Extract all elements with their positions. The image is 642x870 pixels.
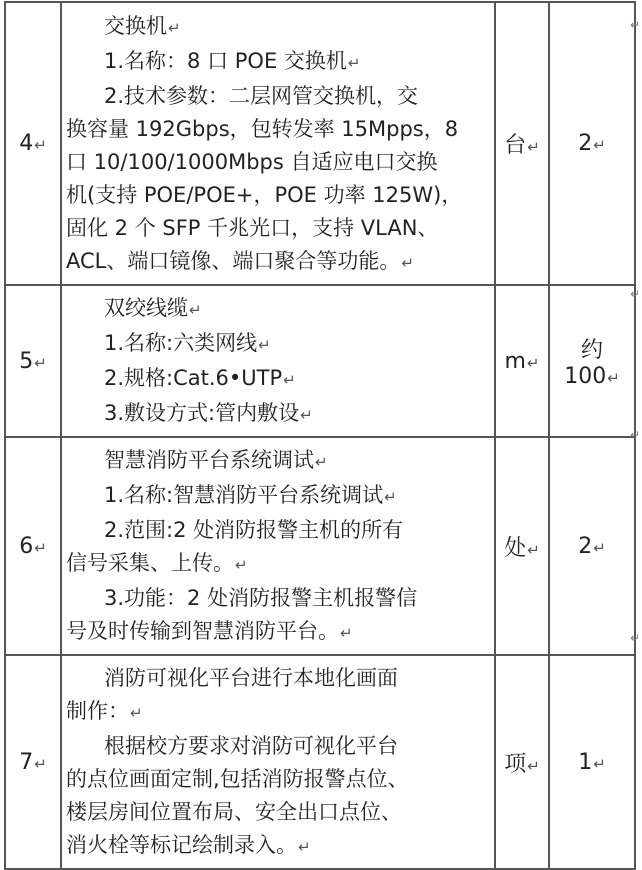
paragraph-mark-icon: ↵ (593, 754, 606, 773)
description-title: 智慧消防平台系统调试↵ (104, 448, 328, 472)
description-line: ACL、端口镜像、端口聚合等功能。↵ (66, 248, 414, 273)
quantity-value: 约 100 (564, 338, 607, 389)
unit-value: 台 (504, 133, 527, 158)
spec-table (4, 1, 636, 870)
quantity-cell (549, 2, 635, 285)
item-number: 7 (19, 749, 34, 775)
row-end-mark-icon: ↵ (630, 428, 641, 442)
description-line: 根据校方要求对消防可视化平台 (104, 734, 398, 758)
description-line: 机(支持 POE/POE+，POE 功率 125W)， (66, 182, 463, 207)
description-title: 双绞线缆↵ (104, 296, 202, 320)
unit-value: 项 (504, 751, 527, 777)
description-line: 消火栓等标记绘制录入。↵ (66, 833, 311, 857)
item-number: 5 (19, 348, 34, 374)
unit-cell (495, 2, 549, 285)
description-line: 号及时传输到智慧消防平台。↵ (66, 619, 353, 643)
item-number: 6 (19, 533, 34, 559)
paragraph-mark-icon: ↵ (34, 136, 47, 154)
description-line: 3.敷设方式:管内敷设↵ (104, 401, 313, 425)
quantity-cell (549, 285, 635, 437)
paragraph-mark-icon: ↵ (34, 754, 47, 773)
item-number-cell (5, 655, 61, 869)
item-number: 4 (19, 131, 34, 156)
description-line: 制作：↵ (66, 699, 143, 723)
description-title: 交换机↵ (104, 13, 181, 38)
item-number-cell (5, 2, 61, 285)
description-line: 楼层房间位置布局、安全出口点位、 (66, 800, 402, 824)
table-row (5, 437, 635, 655)
paragraph-mark-icon: ↵ (34, 353, 47, 372)
paragraph-mark-icon: ↵ (607, 369, 620, 387)
description-line: 2.范围:2 处消防报警主机的所有 (104, 518, 404, 542)
paragraph-mark-icon: ↵ (526, 353, 540, 372)
row-end-mark-icon: ↵ (630, 18, 641, 32)
table-row (5, 655, 635, 869)
description-line: 信号采集、上传。↵ (66, 551, 248, 575)
quantity-value: 2 (578, 533, 593, 559)
paragraph-mark-icon: ↵ (527, 540, 540, 559)
paragraph-mark-icon: ↵ (527, 138, 540, 156)
description-cell (61, 437, 495, 655)
description-line: 1.名称:智慧消防平台系统调试↵ (104, 483, 397, 507)
description-title: 消防可视化平台进行本地化画面 (104, 666, 398, 690)
paragraph-mark-icon: ↵ (34, 538, 47, 557)
paragraph-mark-icon: ↵ (527, 756, 540, 775)
quantity-value: 1 (578, 749, 593, 775)
description-line: 固化 2 个 SFP 千兆光口，支持 VLAN、 (66, 215, 439, 240)
description-line: 换容量 192Gbps，包转发率 15Mpps，8 (66, 116, 459, 141)
table-row (5, 2, 635, 285)
description-line: 1.名称：8 口 POE 交换机↵ (104, 48, 361, 73)
unit-value: m (504, 348, 526, 374)
paragraph-mark-icon: ↵ (593, 136, 606, 154)
description-line: 1.名称:六类网线↵ (104, 331, 271, 355)
item-number-cell (5, 437, 61, 655)
quantity-value: 2 (578, 131, 593, 156)
description-line: 口 10/100/1000Mbps 自适应电口交换 (66, 149, 438, 174)
description-line: 2.规格:Cat.6•UTP↵ (104, 366, 296, 390)
quantity-cell (549, 655, 635, 869)
row-end-mark-icon: ↵ (630, 287, 641, 301)
unit-cell (495, 437, 549, 655)
quantity-cell (549, 437, 635, 655)
description-line: 3.功能：2 处消防报警主机报警信 (104, 586, 418, 610)
unit-cell (495, 655, 549, 869)
item-number-cell (5, 285, 61, 437)
description-line: 的点位画面定制,包括消防报警点位、 (66, 767, 409, 791)
paragraph-mark-icon: ↵ (593, 538, 606, 557)
description-cell (61, 285, 495, 437)
unit-cell (495, 285, 549, 437)
row-end-mark-icon: ↵ (630, 631, 641, 645)
unit-value: 处 (504, 535, 527, 561)
description-line: 2.技术参数：二层网管交换机，交 (104, 83, 419, 108)
table-row (5, 285, 635, 437)
description-cell (61, 655, 495, 869)
description-cell (61, 2, 495, 285)
